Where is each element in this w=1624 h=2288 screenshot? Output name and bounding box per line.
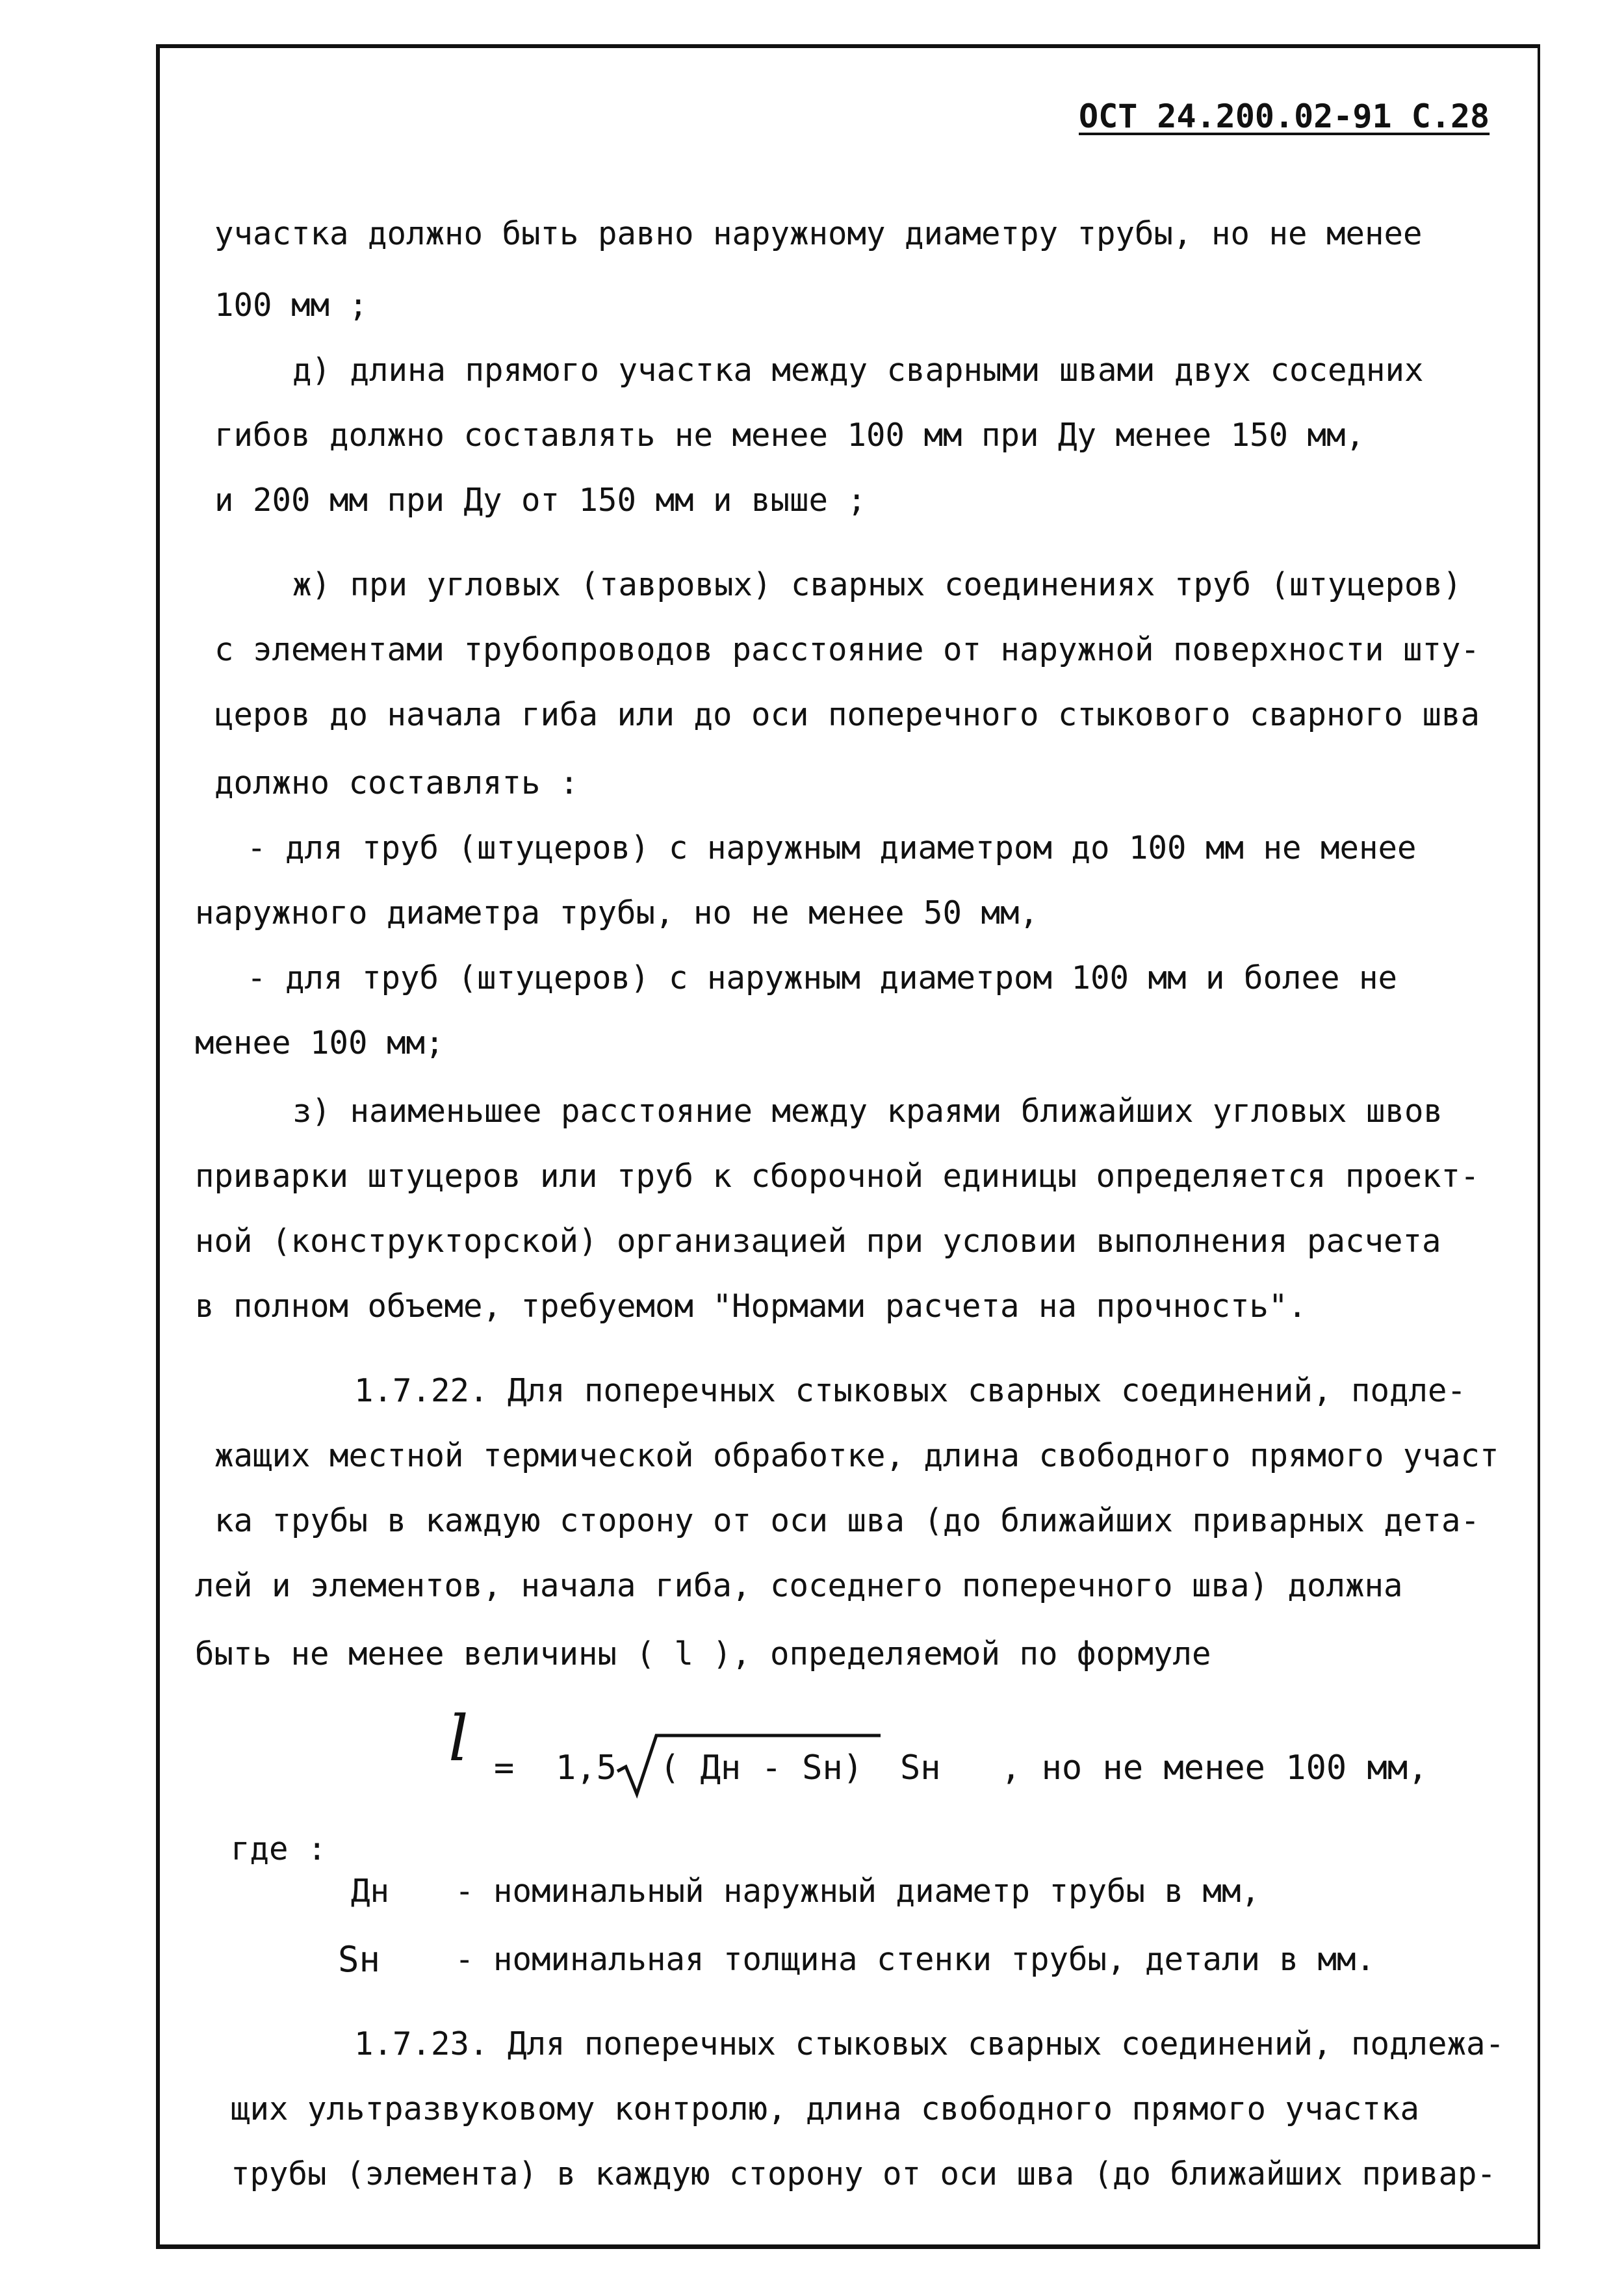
text-line: - для труб (штуцеров) с наружным диаметром до 100 мм не менее: [247, 829, 1417, 866]
text-line: щих ультразвуковому контролю, длина свободного прямого участка: [231, 2090, 1420, 2127]
text-line: гибов должно составлять не менее 100 мм при Ду менее 150 мм,: [214, 417, 1365, 454]
text-line: ка трубы в каждую сторону от оси шва (до ближайших приварных дета-: [214, 1502, 1480, 1539]
text-line: д) длина прямого участка между сварными швами двух соседних: [292, 352, 1424, 389]
text-line: участка должно быть равно наружному диаметру трубы, но не менее: [214, 215, 1423, 252]
text-line: менее 100 мм;: [195, 1024, 445, 1061]
text-line: и 200 мм при Ду от 150 мм и выше ;: [214, 482, 867, 519]
text-line: жащих местной термической обработке, длина свободного прямого участ: [214, 1437, 1499, 1474]
text-line: в полном объеме, требуемом "Нормами расчета на прочность".: [195, 1288, 1308, 1325]
text-line: приварки штуцеров или труб к сборочной единицы определяется проект-: [195, 1158, 1480, 1195]
document-header: ОСТ 24.200.02-91 С.28: [1079, 98, 1490, 135]
text-line: ной (конструкторской) организацией при условии выполнения расчета: [195, 1223, 1441, 1260]
text-line: 1.7.23. Для поперечных стыковых сварных соединений, подлежа-: [354, 2025, 1505, 2062]
text-line: трубы (элемента) в каждую сторону от оси шва (до ближайших привар-: [231, 2155, 1497, 2192]
text-line: с элементами трубопроводов расстояние от наружной поверхности шту-: [214, 631, 1480, 668]
text-line: лей и элементов, начала гиба, соседнего поперечного шва) должна: [195, 1567, 1403, 1604]
text-line: должно составлять :: [214, 764, 579, 801]
formula-coefficient: 1,5: [556, 1748, 617, 1788]
text-line: 100 мм ;: [214, 287, 368, 324]
definition-symbol: Sн: [338, 1939, 381, 1980]
text-line: церов до начала гиба или до оси поперечного стыкового сварного шва: [214, 696, 1480, 733]
text-line: з) наименьшее расстояние между краями ближайших угловых швов: [292, 1093, 1443, 1130]
definition-text: - номинальный наружный диаметр трубы в мм,: [455, 1873, 1261, 1910]
formula-tail: , но не менее 100 мм,: [1001, 1748, 1428, 1788]
text-line: - для труб (штуцеров) с наружным диаметром 100 мм и более не: [247, 959, 1398, 996]
where-label: где :: [231, 1830, 327, 1867]
definition-text: - номинальная толщина стенки трубы, детали в мм.: [455, 1941, 1376, 1978]
formula-equals: =: [494, 1748, 515, 1788]
text-line: ж) при угловых (тавровых) сварных соединениях труб (штуцеров): [292, 566, 1462, 603]
formula-factor: Sн: [900, 1748, 941, 1788]
text-line: быть не менее величины ( l ), определяемой по формуле: [195, 1635, 1211, 1672]
text-line: 1.7.22. Для поперечных стыковых сварных соединений, подле-: [354, 1372, 1467, 1409]
formula-lhs: l: [448, 1702, 469, 1775]
text-line: наружного диаметра трубы, но не менее 50 мм,: [195, 894, 1039, 931]
formula-radicand: ( Дн - Sн): [660, 1748, 864, 1788]
definition-symbol: Дн: [351, 1873, 390, 1910]
